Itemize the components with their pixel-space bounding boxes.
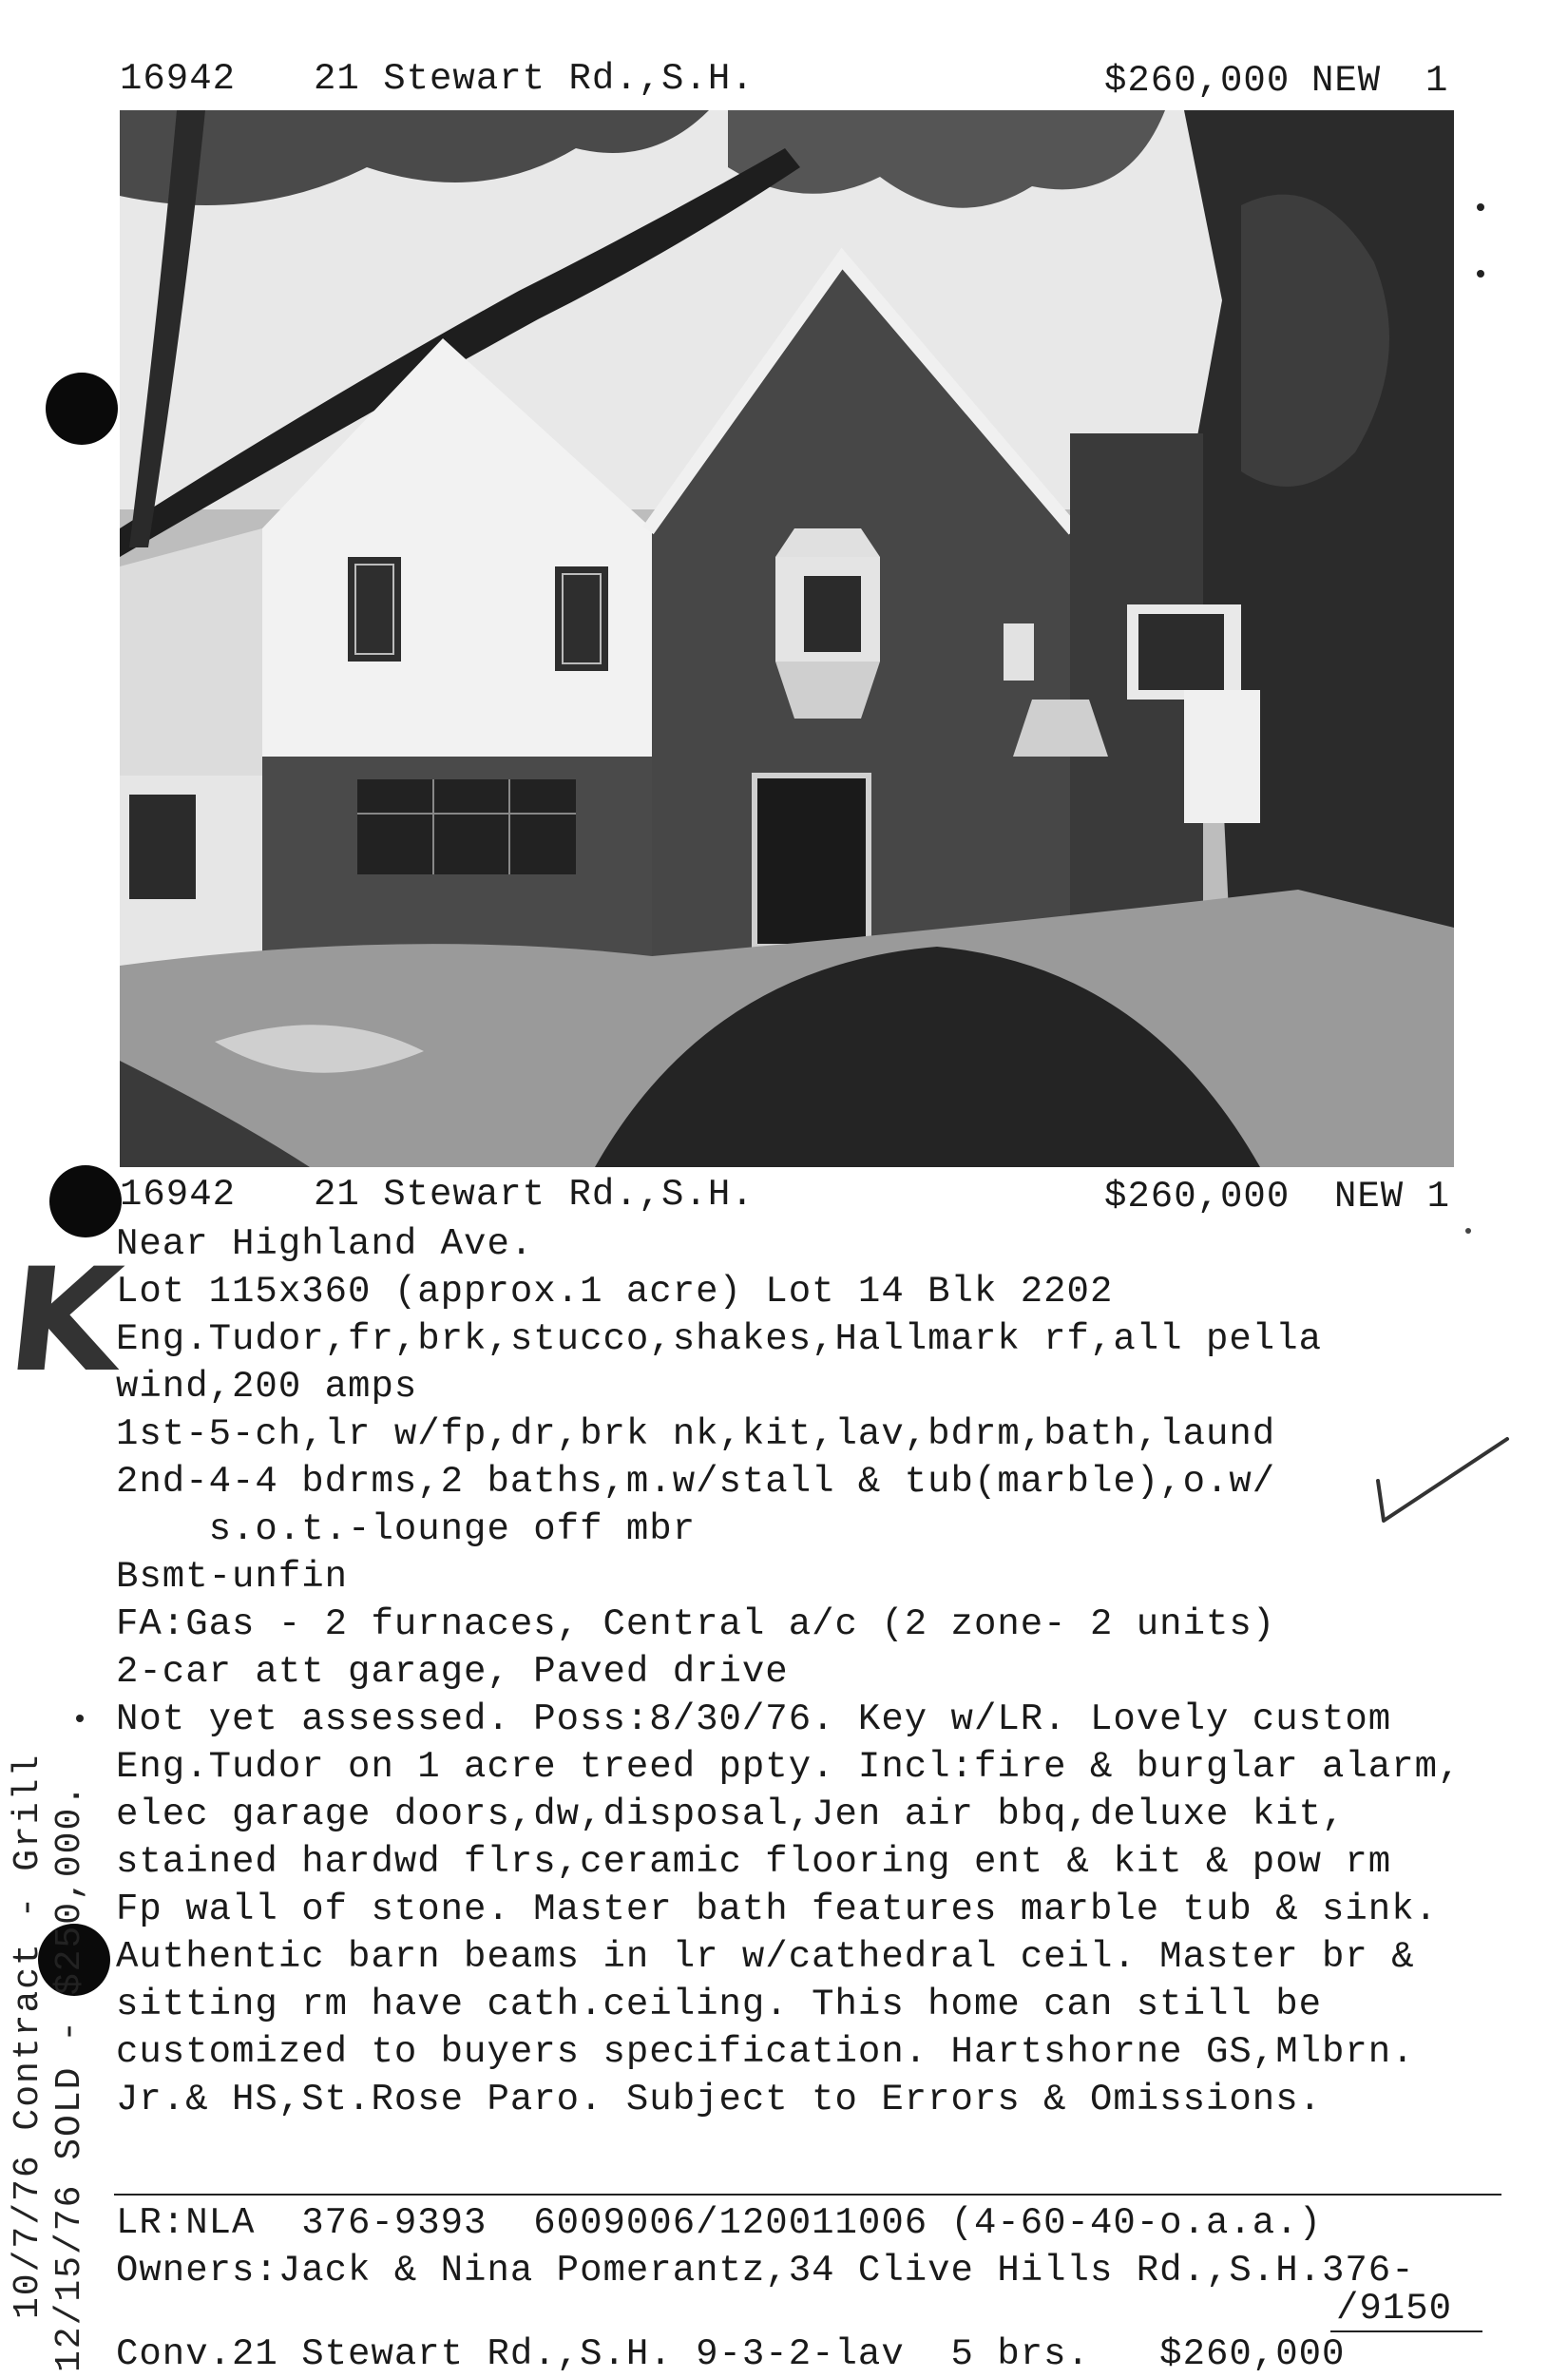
- lr-line: LR:NLA 376-9393 6009006/120011006 (4-60-40-o.a.a.): [116, 2202, 1322, 2244]
- dot-mark: [1465, 1228, 1471, 1234]
- listing-line: 2nd-4-4 bdrms,2 baths,m.w/stall & tub(marble),o.w/: [116, 1461, 1276, 1503]
- house-photo-icon: [120, 110, 1454, 1167]
- header-listing-no: 16942: [120, 58, 237, 100]
- listing-line: 2-car att garage, Paved drive: [116, 1651, 789, 1693]
- listing-status: NEW 1: [1334, 1176, 1451, 1218]
- listing-line: Authentic barn beams in lr w/cathedral ceil. Master br &: [116, 1936, 1415, 1978]
- margin-note-sold: 12/15/76 SOLD - $250,000.: [49, 1782, 90, 2372]
- header-index: 1: [1425, 60, 1449, 102]
- listing-line: stained hardwd flrs,ceramic flooring ent & kit & pow rm: [116, 1841, 1392, 1883]
- dot-mark: [1477, 203, 1484, 211]
- header-address: 21 Stewart Rd.,S.H.: [314, 58, 755, 100]
- listing-address: 21 Stewart Rd.,S.H.: [314, 1174, 755, 1216]
- margin-note-contract: 10/7/76 Contract - Grill: [8, 1753, 48, 2319]
- listing-line: 1st-5-ch,lr w/fp,dr,brk nk,kit,lav,bdrm,bath,laund: [116, 1413, 1276, 1455]
- listing-line: Bsmt-unfin: [116, 1556, 349, 1598]
- listing-line: Not yet assessed. Poss:8/30/76. Key w/LR. Lovely custom: [116, 1698, 1392, 1740]
- listing-line: s.o.t.-lounge off mbr: [116, 1508, 697, 1550]
- listing-line: elec garage doors,dw,disposal,Jen air bbq,deluxe kit,: [116, 1793, 1346, 1835]
- owners-line: Owners:Jack & Nina Pomerantz,34 Clive Hills Rd.,S.H.376-: [116, 2250, 1415, 2292]
- listing-line: Near Highland Ave.: [116, 1223, 534, 1265]
- listing-line: Lot 115x360 (approx.1 acre) Lot 14 Blk 2202: [116, 1271, 1114, 1313]
- owners-phone-cont: /9150: [1336, 2288, 1453, 2330]
- listing-line: Eng.Tudor,fr,brk,stucco,shakes,Hallmark rf,all pella: [116, 1318, 1322, 1360]
- listing-line: Fp wall of stone. Master bath features marble tub & sink.: [116, 1889, 1439, 1930]
- listing-no: 16942: [120, 1174, 237, 1216]
- phone-underline: [1330, 2330, 1482, 2332]
- listing-line: Eng.Tudor on 1 acre treed ppty. Incl:fire & burglar alarm,: [116, 1746, 1462, 1788]
- house-photo: [120, 110, 1454, 1167]
- listing-line: sitting rm have cath.ceiling. This home can still be: [116, 1984, 1322, 2025]
- punch-hole-middle: [49, 1165, 122, 1237]
- dot-mark: [1477, 270, 1484, 278]
- divider-rule: [114, 2194, 1501, 2196]
- listing-price: $260,000: [1104, 1176, 1291, 1218]
- conv-line: Conv.21 Stewart Rd.,S.H. 9-3-2-lav 5 brs. $260,000: [116, 2333, 1346, 2375]
- check-mark-icon: [1365, 1426, 1517, 1530]
- listing-line: wind,200 amps: [116, 1366, 418, 1408]
- handwritten-k: K: [0, 1238, 129, 1404]
- punch-hole-top: [46, 373, 118, 445]
- dot-mark: [76, 1715, 84, 1722]
- listing-line: Jr.& HS,St.Rose Paro. Subject to Errors & Omissions.: [116, 2079, 1322, 2120]
- header-status: NEW: [1311, 60, 1382, 102]
- listing-line: customized to buyers specification. Hartshorne GS,Mlbrn.: [116, 2031, 1415, 2073]
- listing-line: FA:Gas - 2 furnaces, Central a/c (2 zone- 2 units): [116, 1603, 1276, 1645]
- header-price: $260,000: [1104, 60, 1291, 102]
